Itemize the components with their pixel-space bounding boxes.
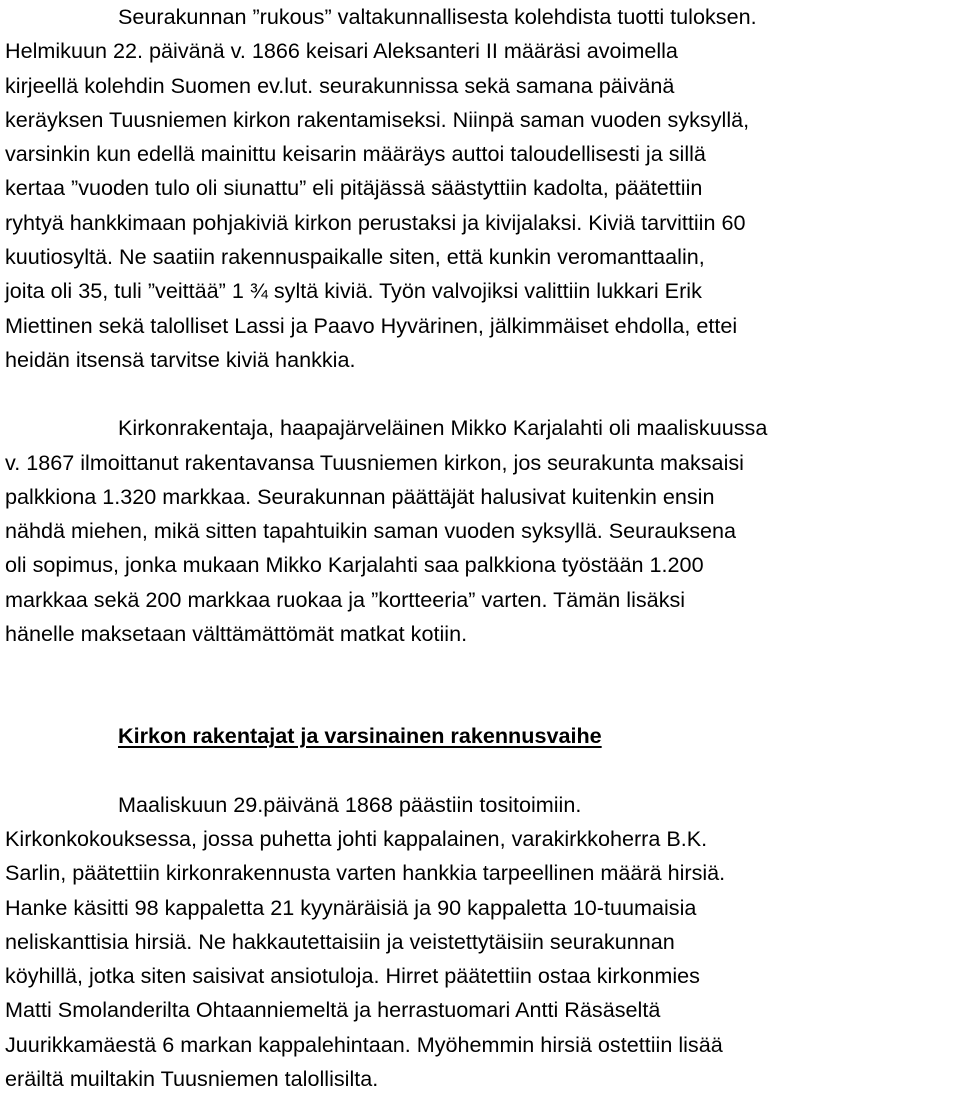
section-heading-container (5, 719, 957, 753)
paragraph-line: heidän itsensä tarvitse kiviä hankkia. (5, 346, 356, 372)
paragraph-line: Seurakunnan ”rukous” valtakunnallisesta kolehdista tuotti tuloksen. (118, 4, 757, 29)
paragraph-line: neliskanttisia hirsiä. Ne hakkautettaisiin ja veistettytäisiin seurakunnan (5, 928, 675, 954)
paragraph-keräys (5, 0, 957, 377)
paragraph-line: Matti Smolanderilta Ohtaanniemeltä ja herrastuomari Antti Räsäseltä (5, 997, 661, 1023)
paragraph-line: Miettinen sekä talolliset Lassi ja Paavo Hyvärinen, jälkimmäiset ehdolla, ettei (5, 312, 738, 338)
paragraph-line: palkkiona 1.320 markkaa. Seurakunnan päättäjät halusivat kuitenkin ensin (5, 483, 715, 509)
document-page (5, 0, 957, 1096)
paragraph-hirret (5, 788, 957, 1096)
paragraph-line: varsinkin kun edellä mainittu keisarin määräys auttoi taloudellisesti ja sillä (5, 141, 706, 167)
paragraph-line: hänelle maksetaan välttämättömät matkat kotiin. (5, 621, 468, 647)
paragraph-line: kertaa ”vuoden tulo oli siunattu” eli pitäjässä säästyttiin kadolta, päätettiin (5, 175, 703, 201)
paragraph-line: nähdä miehen, mikä sitten tapahtuikin saman vuoden syksyllä. Seurauksena (5, 518, 737, 544)
paragraph-line: keräyksen Tuusniemen kirkon rakentamiseksi. Niinpä saman vuoden syksyllä, (5, 106, 750, 132)
paragraph-line: Helmikuun 22. päivänä v. 1866 keisari Aleksanteri II määräsi avoimella (5, 38, 678, 64)
paragraph-line: köyhillä, jotka siten saisivat ansiotuloja. Hirret päätettiin ostaa kirkonmies (5, 963, 700, 989)
paragraph-spacer (5, 754, 957, 788)
paragraph-line: Sarlin, päätettiin kirkonrakennusta varten hankkia tarpeellinen määrä hirsiä. (5, 860, 726, 886)
paragraph-line: Juurikkamäestä 6 markan kappalehintaan. Myöhemmin hirsiä ostettiin lisää (5, 1031, 723, 1057)
paragraph-line: Hanke käsitti 98 kappaletta 21 kyynäräisiä ja 90 kappaletta 10-tuumaisia (5, 894, 697, 920)
section-spacer (5, 651, 957, 719)
paragraph-line: Kirkonkokouksessa, jossa puhetta johti kappalainen, varakirkkoherra B.K. (5, 825, 708, 851)
paragraph-line: joita oli 35, tuli ”veittää” 1 ¾ syltä kiviä. Työn valvojiksi valittiin lukkari Erik (5, 278, 702, 304)
section-heading: Kirkon rakentajat ja varsinainen rakennusvaihe (118, 723, 602, 749)
paragraph-line: v. 1867 ilmoittanut rakentavansa Tuusniemen kirkon, jos seurakunta maksaisi (5, 449, 744, 475)
paragraph-line: eräiltä muiltakin Tuusniemen talollisilta. (5, 1066, 379, 1092)
paragraph-kirkonrakentaja (5, 411, 957, 651)
paragraph-line: Kirkonrakentaja, haapajärveläinen Mikko Karjalahti oli maaliskuussa (118, 415, 768, 441)
paragraph-line: Maaliskuun 29.päivänä 1868 päästiin tositoimiin. (118, 791, 582, 817)
paragraph-line: ryhtyä hankkimaan pohjakiviä kirkon perustaksi ja kivijalaksi. Kiviä tarvittiin 60 (5, 209, 746, 235)
paragraph-line: oli sopimus, jonka mukaan Mikko Karjalahti saa palkkiona työstään 1.200 (5, 552, 704, 578)
paragraph-line: markkaa sekä 200 markkaa ruokaa ja ”kortteeria” varten. Tämän lisäksi (5, 586, 686, 612)
paragraph-line: kirjeellä kolehdin Suomen ev.lut. seurakunnissa sekä samana päivänä (5, 72, 675, 98)
paragraph-spacer (5, 377, 957, 411)
paragraph-line: kuutiosyltä. Ne saatiin rakennuspaikalle siten, että kunkin veromanttaalin, (5, 244, 705, 270)
